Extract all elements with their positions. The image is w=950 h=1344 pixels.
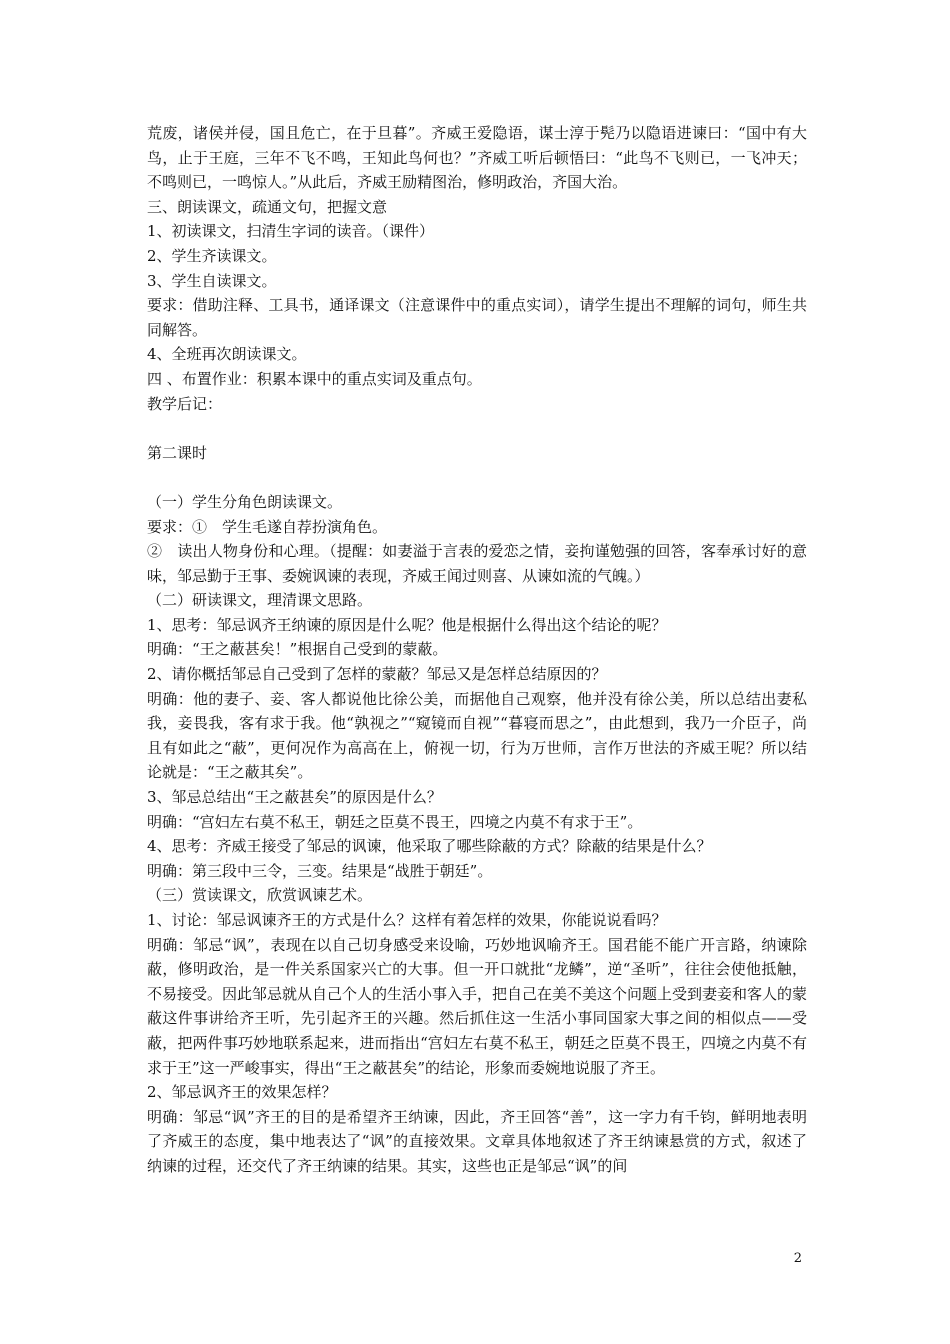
section-heading: （三）赏读课文，欣赏讽谏艺术。	[147, 886, 373, 905]
paragraph: 2、请你概括邹忌自己受到了怎样的蒙蔽？邹忌又是怎样总结原因的？	[147, 665, 607, 684]
paragraph: 1、初读课文，扫清生字词的读音。（课件）	[147, 222, 435, 241]
paragraph: 明确：邹忌“讽”，表现在以自己切身感受来设喻，巧妙地讽喻齐王。国君能不能广开言路，纳谏除蔽，修明政治，是一件关系国家兴亡的大事。但一开口就批“龙鳞”，逆“圣听”，往往会使他抵触，不易接受。因此邹忌就从自己个人的生活小事入手，把自己在美不美这个问题上受到妻妾和客人的蒙蔽这件事讲给齐王听，先引起齐王的兴趣。然后抓住这一生活小事同国家大事之间的相似点——受蔽，把两件事巧妙地联系起来，进而指出“宫妇左右莫不私王，朝廷之臣莫不畏王，四境之内莫不有求于王”这一严峻事实，得出“王之蔽甚矣”的结论，形象而委婉地说服了齐王。	[147, 935, 808, 1077]
paragraph: ② 读出人物身份和心理。（提醒：如妻溢于言表的爱恋之情，妾拘谨勉强的回答，客奉承讨好的意味，邹忌勤于王事、委婉讽谏的表现，齐威王闻过则喜、从谏如流的气魄。）	[147, 542, 807, 585]
paragraph: 4、全班再次朗读课文。	[147, 345, 307, 364]
paragraph: 2、邹忌讽齐王的效果怎样？	[147, 1083, 337, 1102]
paragraph: 要求：借助注释、工具书，通译课文（注意课件中的重点实词），请学生提出不理解的词句，师生共同解答。	[147, 296, 807, 339]
section-heading: 四 、布置作业：积累本课中的重点实词及重点句。	[147, 369, 482, 388]
paragraph: 明确：“王之蔽甚矣！”根据自己受到的蒙蔽。	[147, 640, 448, 659]
paragraph: 荒废，诸侯并侵，国且危亡，在于旦暮”。齐威王爱隐语，谋士淳于髡乃以隐语进谏曰：“国中有大鸟，止于王庭，三年不飞不鸣，王知此鸟何也？”齐威工听后顿悟曰：“此鸟不飞则已，一飞冲天；不鸣则已，一鸣惊人。”从此后，齐威王励精图治，修明政治，齐国大治。	[147, 124, 807, 192]
document-body	[147, 121, 807, 1179]
paragraph: 1、讨论：邹忌讽谏齐王的方式是什么？这样有着怎样的效果，你能说说看吗？	[147, 911, 667, 929]
section-heading: （一）学生分角色朗读课文。	[147, 492, 343, 511]
blank-line	[147, 416, 807, 441]
blank-line	[147, 465, 807, 490]
paragraph: 3、邹忌总结出“王之蔽甚矣”的原因是什么？	[147, 788, 442, 807]
section-heading: 三、朗读课文，疏通文句，把握文意	[147, 197, 388, 216]
paragraph: 明确：他的妻子、妾、客人都说他比徐公美，而据他自己观察，他并没有徐公美，所以总结出妻私我，妾畏我，客有求于我。他“孰视之”“窥镜而自视”“暮寝而思之”，由此想到，我乃一介臣子，尚且有如此之“蔽”，更何况作为高高在上，俯视一切，行为万世师，言作万世法的齐威王呢？所以结论就是：“王之蔽其矣”。	[147, 689, 807, 782]
paragraph: 明确：第三段中三令，三变。结果是“战胜于朝廷”。	[147, 861, 493, 880]
paragraph: 3、学生自读课文。	[147, 271, 277, 290]
section-heading: （二）研读课文，理清课文思路。	[147, 591, 373, 610]
paragraph: 2、学生齐读课文。	[147, 246, 277, 265]
page-number: 2	[793, 1251, 802, 1266]
lesson-heading: 第二课时	[147, 443, 208, 462]
paragraph: 明确：邹忌“讽”齐王的目的是希望齐王纳谏，因此，齐王回答“善”，这一字力有千钧，鲜明地表明了齐威王的态度，集中地表达了“讽”的直接效果。文章具体地叙述了齐王纳谏悬赏的方式，叙述了纳谏的过程，还交代了齐王纳谏的结果。其实，这些也正是邹忌“讽”的间	[147, 1107, 807, 1175]
paragraph: 4、思考：齐威王接受了邹忌的讽谏，他采取了哪些除蔽的方式？除蔽的结果是什么？	[147, 837, 712, 856]
paragraph: 教学后记：	[147, 394, 223, 413]
paragraph: 1、思考：邹忌讽齐王纳谏的原因是什么呢？他是根据什么得出这个结论的呢？	[147, 615, 667, 634]
paragraph: 明确：“宫妇左右莫不私王，朝廷之臣莫不畏王，四境之内莫不有求于王”。	[147, 812, 643, 831]
paragraph: 要求：① 学生毛遂自荐扮演角色。	[147, 517, 388, 536]
